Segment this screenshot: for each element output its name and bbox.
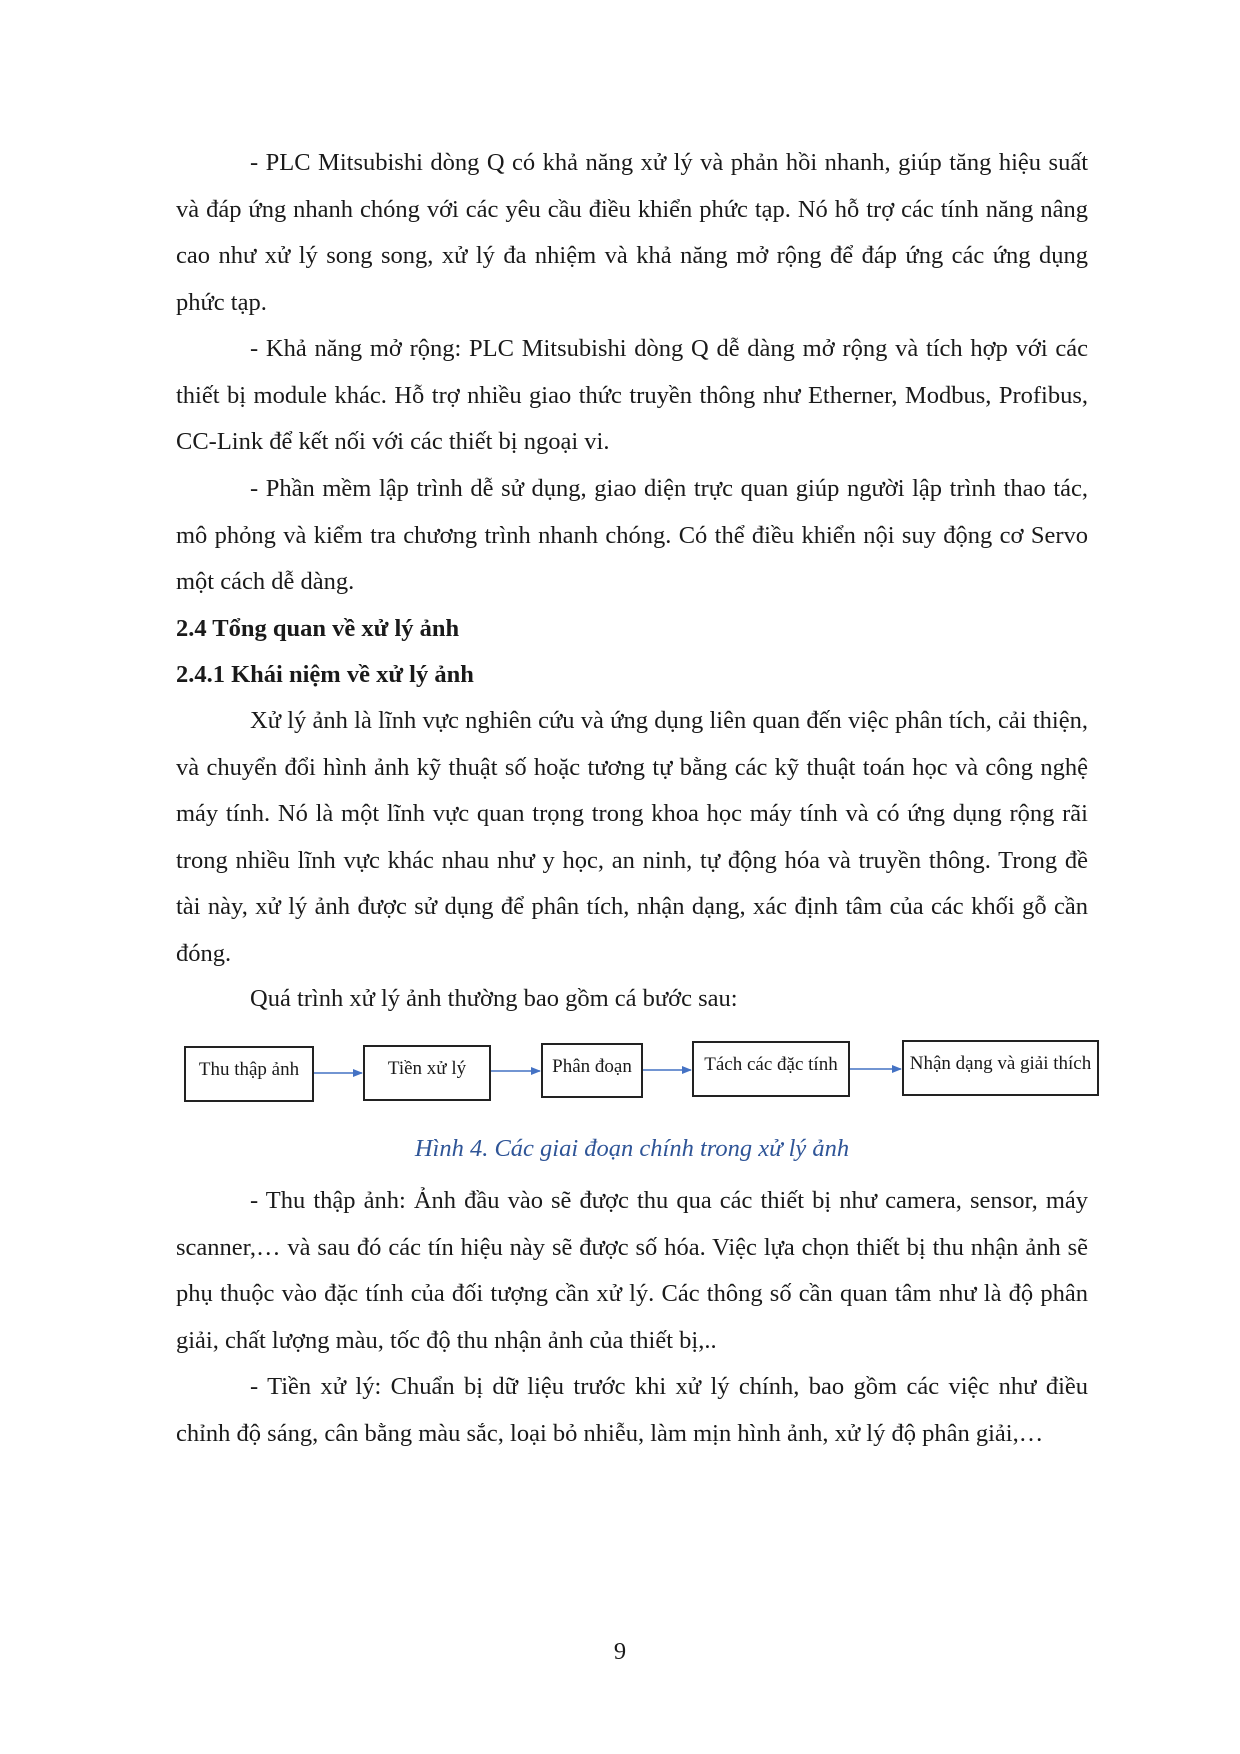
paragraph-preprocessing: - Tiền xử lý: Chuẩn bị dữ liệu trước khi xử lý chính, bao gồm các việc như điều chỉnh độ sáng, cân bằng màu sắc, loại bỏ nhiễu, làm mịn hình ảnh, xử lý độ phân giải,…: [176, 1373, 1088, 1447]
paragraph-process-intro: Quá trình xử lý ảnh thường bao gồm cá bước sau:: [250, 985, 738, 1012]
step-label: Tách các đặc tính: [704, 1054, 838, 1075]
step-box-recognition: [902, 1040, 1099, 1096]
paragraph-image-processing-definition: Xử lý ảnh là lĩnh vực nghiên cứu và ứng dụng liên quan đến việc phân tích, cải thiện, và chuyển đổi hình ảnh kỹ thuật số hoặc tương tự bằng các kỹ thuật toán học và công nghệ máy tính. Nó là một lĩnh vực quan trọng trong khoa học máy tính và có ứng dụng rộng rãi trong nhiều lĩnh vực khác nhau như y học, an ninh, tự động hóa và truyền thông. Trong đề tài này, xử lý ảnh được sử dụng để phân tích, nhận dạng, xác định tâm của các khối gỗ cần đóng.: [176, 707, 1088, 967]
paragraph-acquisition: - Thu thập ảnh: Ảnh đầu vào sẽ được thu qua các thiết bị như camera, sensor, máy scanner,… và sau đó các tín hiệu này sẽ được số hóa. Việc lựa chọn thiết bị thu nhận ảnh sẽ phụ thuộc vào đặc tính của đối tượng cần xử lý. Các thông số cần quan tâm như là độ phân giải, chất lượng màu, tốc độ thu nhận ảnh của thiết bị,..: [176, 1187, 1088, 1354]
step-box-feature-extraction: [692, 1041, 850, 1097]
page-number: 9: [613, 1638, 627, 1665]
step-box-preprocessing: [363, 1045, 491, 1101]
figure-caption: Hình 4. Các giai đoạn chính trong xử lý ảnh: [414, 1135, 850, 1162]
step-box-segmentation: [541, 1043, 643, 1098]
subsection-heading: 2.4.1 Khái niệm về xử lý ảnh: [176, 661, 474, 688]
section-heading: 2.4 Tổng quan về xử lý ảnh: [176, 615, 460, 642]
step-label: Phân đoạn: [552, 1055, 632, 1077]
step-box-acquisition: [184, 1046, 314, 1102]
paragraph-plc-performance: - PLC Mitsubishi dòng Q có khả năng xử lý và phản hồi nhanh, giúp tăng hiệu suất và đáp ứng nhanh chóng với các yêu cầu điều khiển phức tạp. Nó hỗ trợ các tính năng nâng cao như xử lý song song, xử lý đa nhiệm và khả năng mở rộng để đáp ứng các ứng dụng phức tạp.: [176, 149, 1088, 316]
paragraph-expandability: - Khả năng mở rộng: PLC Mitsubishi dòng Q dễ dàng mở rộng và tích hợp với các thiết bị module khác. Hỗ trợ nhiều giao thức truyền thông như Etherner, Modbus, Profibus, CC-Link để kết nối với các thiết bị ngoại vi.: [176, 335, 1088, 455]
step-label: Tiền xử lý: [387, 1058, 467, 1079]
step-label: Thu thập ảnh: [198, 1059, 300, 1080]
paragraph-software: - Phần mềm lập trình dễ sử dụng, giao diện trực quan giúp người lập trình thao tác, mô phỏng và kiểm tra chương trình nhanh chóng. Có thể điều khiển nội suy động cơ Servo một cách dễ dàng.: [176, 475, 1088, 595]
step-label: Nhận dạng và giải thích: [909, 1053, 1092, 1074]
